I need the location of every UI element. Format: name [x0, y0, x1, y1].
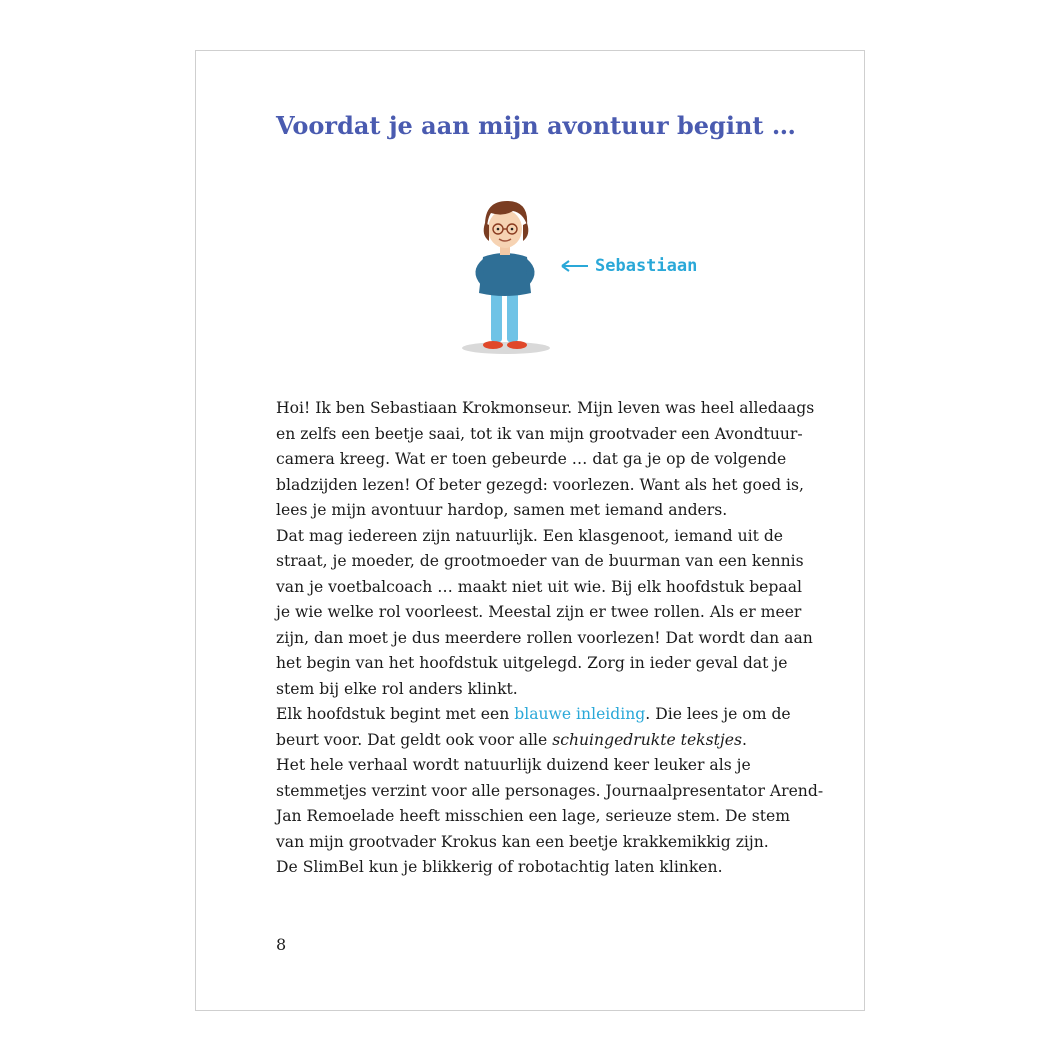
page-number: 8 [276, 935, 287, 954]
character-label [561, 256, 697, 276]
text-line: van je voetbalcoach … maakt niet uit wie. Bij elk hoofdstuk bepaal [276, 577, 802, 596]
text-line: stemmetjes verzint voor alle personages. Journaalpresentator Arend- [276, 781, 824, 800]
text-line: het begin van het hoofdstuk uitgelegd. Zorg in ieder geval dat je [276, 654, 788, 672]
page-title: Voordat je aan mijn avontuur begint … [276, 111, 796, 140]
text-line: je wie welke rol voorleest. Meestal zijn er twee rollen. Als er meer [276, 603, 802, 621]
text-line: van mijn grootvader Krokus kan een beetje krakkemikkig zijn. [276, 832, 769, 851]
text-segment: . [741, 730, 747, 749]
text-line: stem bij elke rol anders klinkt. [276, 679, 518, 698]
book-page [195, 50, 865, 1011]
text-line: lees je mijn avontuur hardop, samen met iemand anders. [276, 501, 728, 519]
character-name: Sebastiaan [595, 256, 698, 276]
text-line: en zelfs een beetje saai, tot ik van mijn grootvader een Avondtuur- [276, 424, 803, 443]
text-line: Jan Remoelade heeft misschien een lage, serieuze stem. De stem [276, 807, 791, 825]
text-line: Hoi! Ik ben Sebastiaan Krokmonseur. Mijn leven was heel alledaags [276, 399, 815, 417]
blue-intro-term: blauwe inleiding [514, 705, 646, 723]
body-text [276, 396, 824, 881]
text-segment: beurt voor. Dat geldt ook voor alle [276, 730, 553, 749]
text-line: zijn, dan moet je dus meerdere rollen voorlezen! Dat wordt dan aan [276, 628, 813, 647]
text-line: Het hele verhaal wordt natuurlijk duizend keer leuker als je [276, 756, 751, 774]
text-line: straat, je moeder, de grootmoeder van de buurman van een kennis [276, 552, 804, 570]
text-segment: Elk hoofdstuk begint met een [276, 705, 515, 723]
arrow-left-icon [561, 260, 589, 272]
text-line: bladzijden lezen! Of beter gezegd: voorlezen. Want als het goed is, [276, 475, 804, 494]
text-line: Dat mag iedereen zijn natuurlijk. Een klasgenoot, iemand uit de [276, 526, 784, 545]
text-line [276, 728, 796, 754]
text-line: De SlimBel kun je blikkerig of robotachtig laten klinken. [276, 858, 723, 876]
text-segment: . Die lees je om de [645, 705, 791, 723]
italic-term: schuingedrukte tekstjes [552, 730, 742, 749]
text-line [276, 702, 796, 728]
sebastiaan-illustration [451, 195, 561, 357]
text-line: camera kreeg. Wat er toen gebeurde … dat ga je op de volgende [276, 450, 787, 468]
